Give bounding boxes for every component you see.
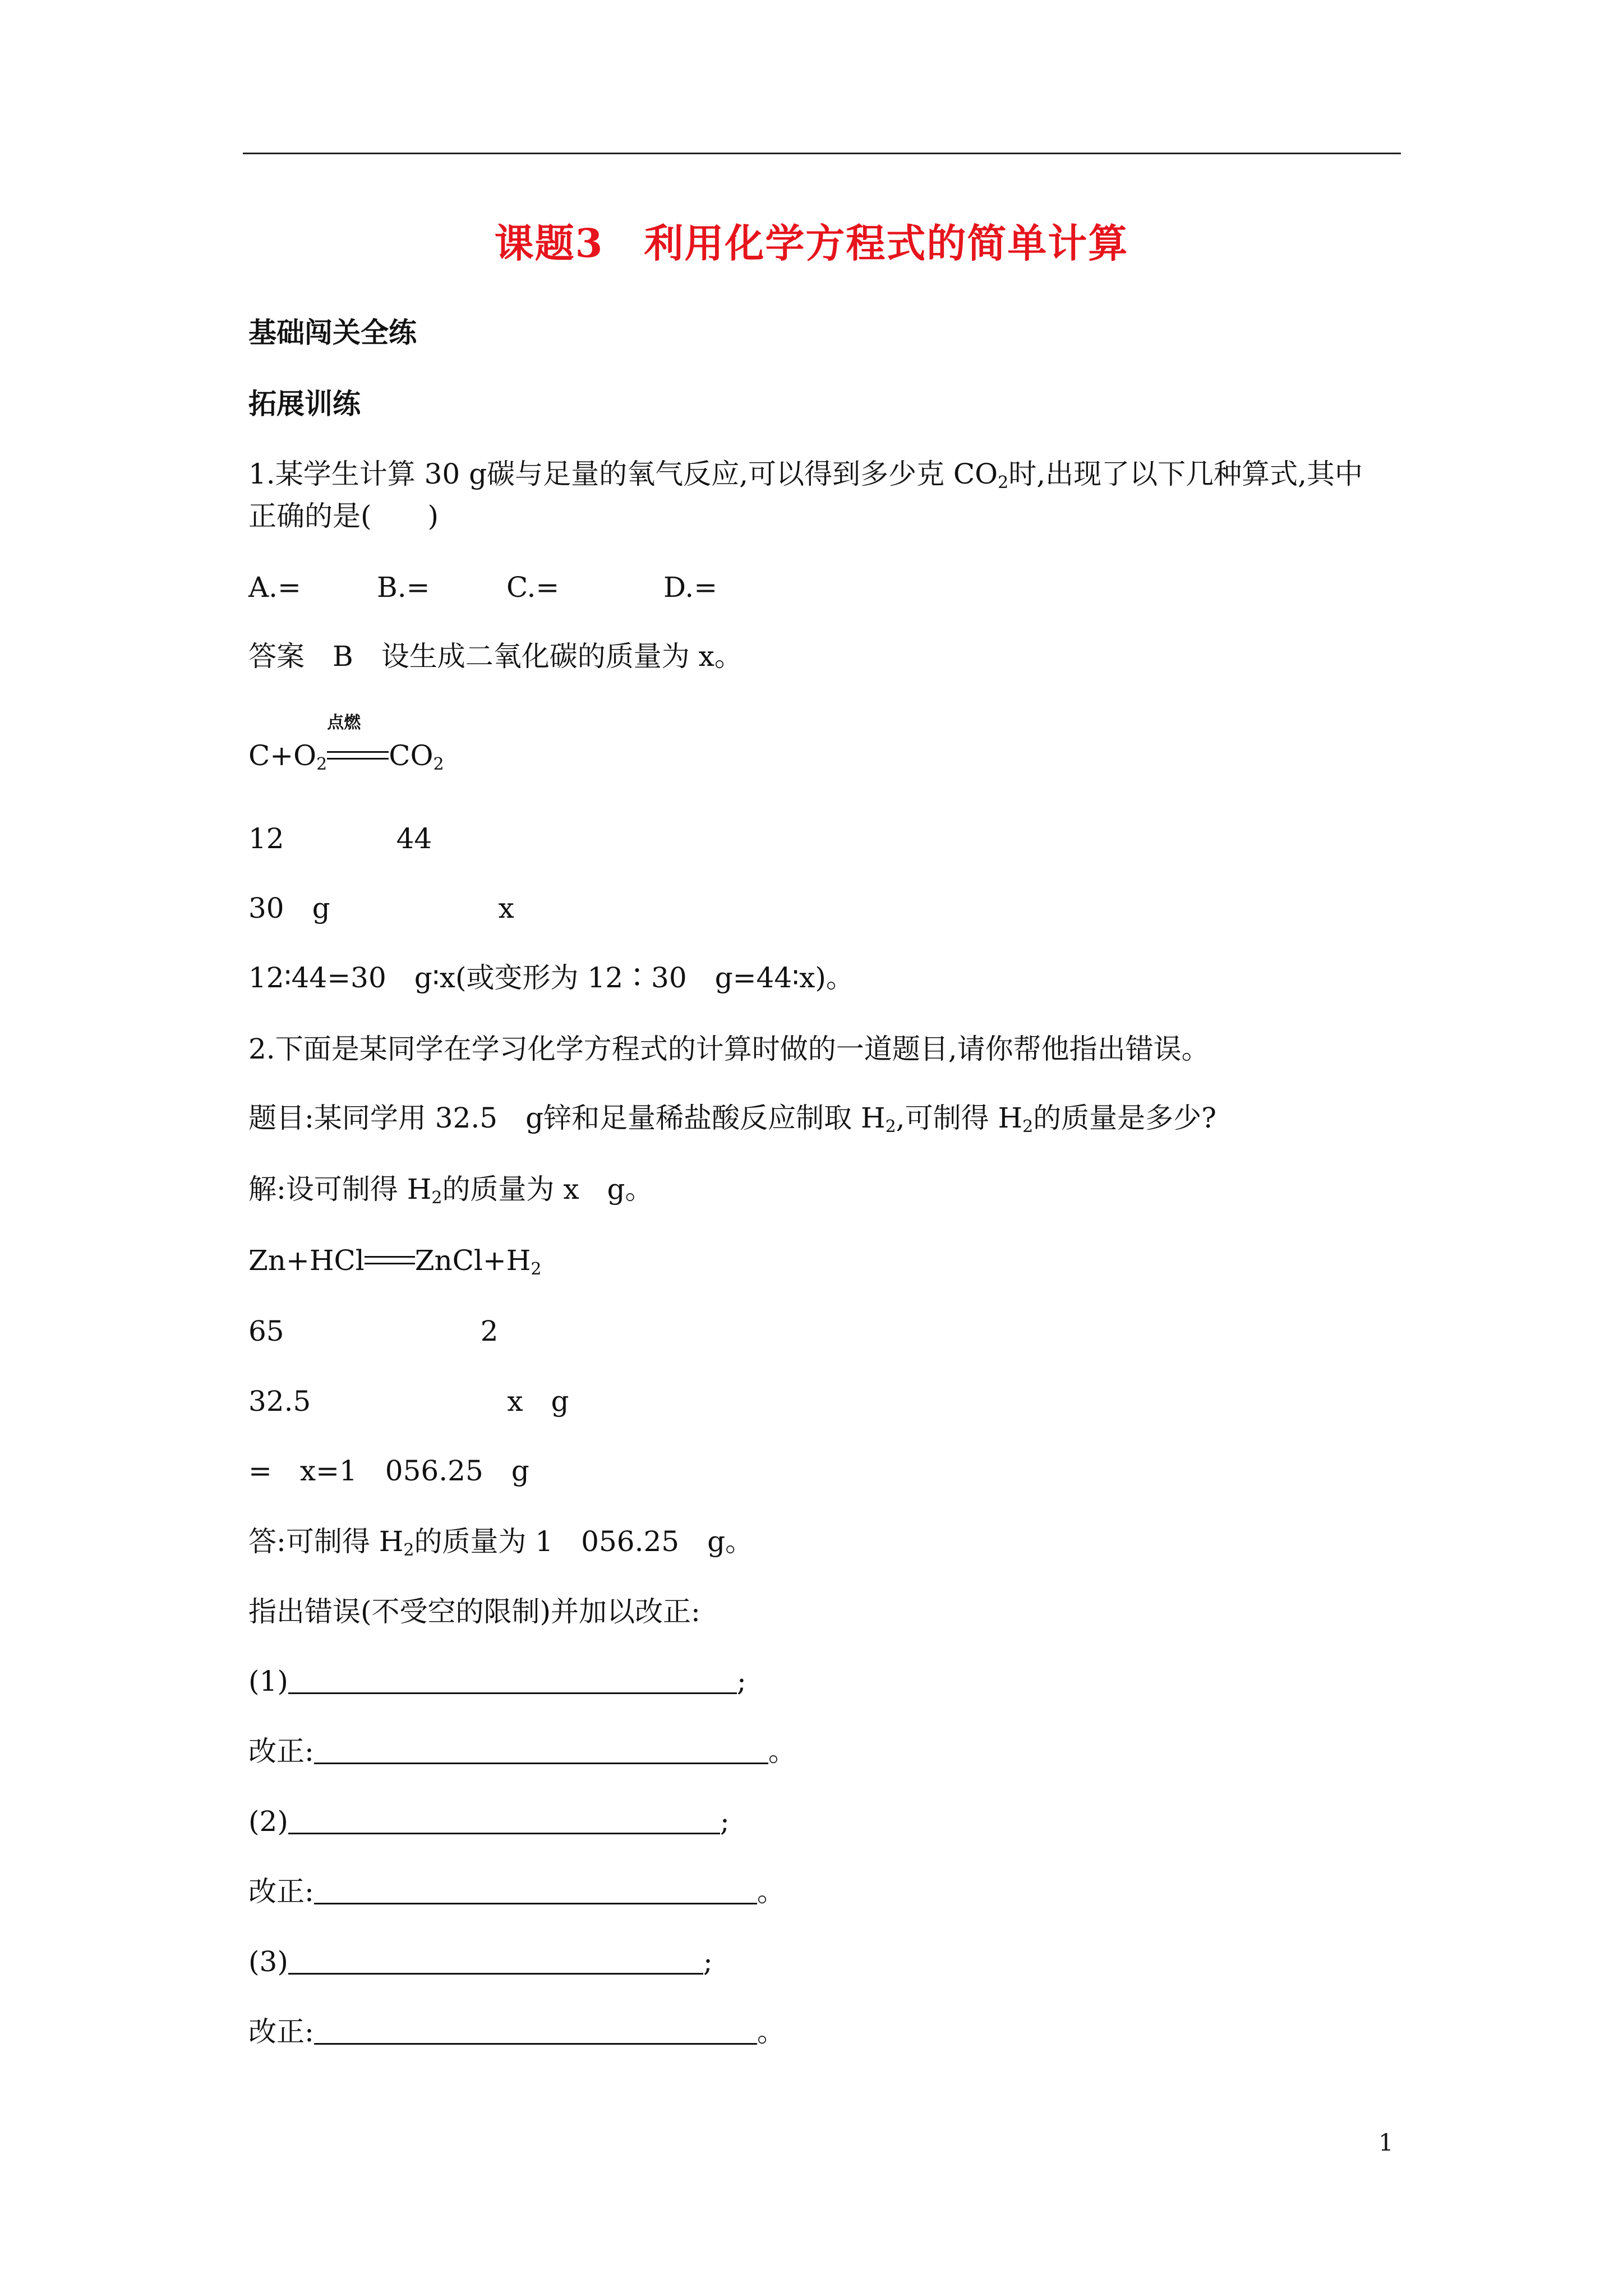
q2-answer: 答:可制得 $H_2$的质量为 1 056.25 g。	[248, 1525, 754, 1560]
reaction-arrow	[327, 751, 389, 760]
fix-item-2: 改正: 。	[248, 1875, 785, 1908]
fix-item-1: 改正: 。	[248, 1735, 796, 1768]
section-heading-basic: 基础闯关全练	[248, 316, 417, 349]
error-item-3: (3) ;	[248, 1945, 713, 1978]
fix-item-3: 改正: 。	[248, 2016, 785, 2048]
reaction-condition: 点燃	[327, 713, 361, 733]
q1-stem-line2: 正确的是( )	[248, 500, 439, 532]
q2-calc-row: = x=1 056.25 g	[248, 1455, 529, 1487]
q1-answer: 答案 B 设生成二氧化碳的质量为 x。	[248, 640, 743, 673]
page-number: 1	[1378, 2129, 1394, 2156]
fix-blank-2[interactable]	[314, 1878, 757, 1904]
q2-problem: 题目:某同学用 32.5 g锌和足量稀盐酸反应制取 $H_2$,可制得 $H_2$的质量是多少?	[248, 1102, 1216, 1137]
page-title: 课题3 利用化学方程式的简单计算	[494, 220, 1129, 266]
error-blank-3[interactable]	[288, 1948, 703, 1975]
q1-option-d: D.=	[663, 571, 718, 604]
error-blank-2[interactable]	[288, 1808, 720, 1834]
error-blank-1[interactable]	[288, 1668, 737, 1694]
q1-option-c: C.=	[506, 571, 560, 604]
error-item-2: (2) ;	[248, 1805, 730, 1838]
error-item-1: (1) ;	[248, 1665, 746, 1697]
reaction-arrow	[365, 1256, 415, 1264]
q1-given-row: 30 g x	[248, 892, 514, 924]
fix-blank-1[interactable]	[314, 1738, 768, 1764]
q2-given-row: 32.5 x g	[248, 1385, 569, 1418]
q1-option-b: B.=	[377, 571, 430, 604]
q1-mass-row: 12 44	[248, 822, 432, 855]
q2-instruction: 指出错误(不受空的限制)并加以改正:	[248, 1595, 700, 1628]
q1-ratio-row: 12∶44=30 g∶x(或变形为 12∶30 g=44∶x)。	[248, 961, 854, 994]
q2-solution-setup: 解:设可制得 $H_2$的质量为 x g。	[248, 1173, 653, 1208]
q2-stem: 2.下面是某同学在学习化学方程式的计算时做的一道题目,请你帮他指出错误。	[248, 1033, 1210, 1065]
q1-equation: $C+O_2$ 点燃 $CO_2$	[248, 713, 444, 774]
q2-mass-row: 65 2	[248, 1315, 499, 1347]
q1-stem: 1.某学生计算 30 g碳与足量的氧气反应,可以得到多少克 $CO_2$时,出现了以下几种算式,其中	[248, 458, 1363, 493]
q2-equation: Zn+HCl $ZnCl+H_2$	[248, 1244, 542, 1279]
section-heading-extended: 拓展训练	[248, 387, 361, 420]
q1-option-a: A.=	[248, 571, 301, 604]
fix-blank-3[interactable]	[314, 2018, 757, 2045]
header-rule	[243, 153, 1401, 154]
